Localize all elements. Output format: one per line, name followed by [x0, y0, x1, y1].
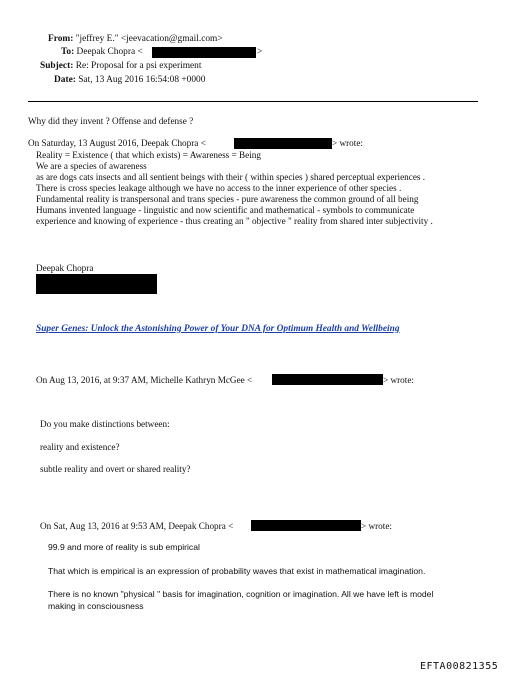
quote1-intro-suffix: > wrote: — [332, 138, 363, 148]
redaction-signature — [36, 274, 157, 294]
redaction-quote1 — [234, 138, 332, 149]
quote1-line: experience and knowing of experience - thus creating an " objective " reality from shared inter subjectivity . — [36, 216, 433, 226]
quote1-line: There is cross species leakage although we have no access to the inner experience of other species . — [36, 183, 402, 193]
quote2-intro-suffix: > wrote: — [383, 375, 414, 385]
quote1-line: Fundamental reality is transpersonal and trans species - pure awareness the common ground of all being — [36, 194, 419, 204]
quote3-line: There is no known "physical " basis for imagination, cognition or imagination. All we have left is model — [48, 589, 434, 599]
quote3-line: 99.9 and more of reality is sub empirical — [48, 542, 200, 552]
subject-value: Re: Proposal for a psi experiment — [75, 61, 202, 71]
quote3-line: making in consciousness — [48, 601, 144, 611]
quote1-line: as are dogs cats insects and all sentient beings with their ( within species ) shared perceptual experiences . — [36, 172, 426, 182]
quote1-line: We are a species of awareness — [36, 161, 147, 171]
header-subject — [40, 61, 201, 71]
quote3-intro-prefix: On Sat, Aug 13, 2016 at 9:53 AM, Deepak Chopra < — [40, 521, 234, 531]
to-value-suffix: > — [257, 47, 263, 57]
from-value: "jeffrey E." <jeevacation@gmail.com> — [75, 34, 223, 44]
quote2-line: subtle reality and overt or shared reality? — [40, 464, 191, 474]
reply-text: Why did they invent ? Offense and defense ? — [28, 116, 194, 126]
redaction-quote3 — [251, 520, 361, 531]
quote2-line: Do you make distinctions between: — [40, 419, 170, 429]
signature-name: Deepak Chopra — [36, 263, 94, 273]
redaction-to — [152, 47, 256, 58]
header-divider — [28, 101, 478, 102]
header-to — [61, 47, 143, 57]
to-value-prefix: Deepak Chopra < — [76, 47, 143, 57]
quote2-line: reality and existence? — [40, 442, 120, 452]
subject-label: Subject: — [40, 61, 74, 71]
quote1-line: Reality = Existence ( that which exists) = Awareness = Being — [36, 150, 261, 160]
from-label: From: — [48, 34, 74, 44]
date-label: Date: — [54, 75, 76, 85]
header-date — [54, 75, 205, 85]
book-link-wrap — [36, 318, 400, 336]
book-link[interactable]: Super Genes: Unlock the Astonishing Power of Your DNA for Optimum Health and Wellbeing — [36, 324, 400, 334]
quote1-line: Humans invented language - linguistic and now scientific and mathematical - symbols to communicate — [36, 205, 415, 215]
to-label: To: — [61, 47, 75, 57]
doc-id-stamp: EFTA00821355 — [420, 661, 499, 672]
header-from — [48, 34, 223, 44]
quote2-intro-prefix: On Aug 13, 2016, at 9:37 AM, Michelle Kathryn McGee < — [36, 375, 253, 385]
redaction-quote2 — [272, 374, 383, 385]
quote3-intro-suffix: > wrote: — [361, 521, 392, 531]
quote3-line: That which is empirical is an expression of probability waves that exist in mathematical imagination. — [48, 566, 426, 576]
quote1-intro-prefix: On Saturday, 13 August 2016, Deepak Chopra < — [28, 138, 206, 148]
date-value: Sat, 13 Aug 2016 16:54:08 +0000 — [78, 75, 206, 85]
